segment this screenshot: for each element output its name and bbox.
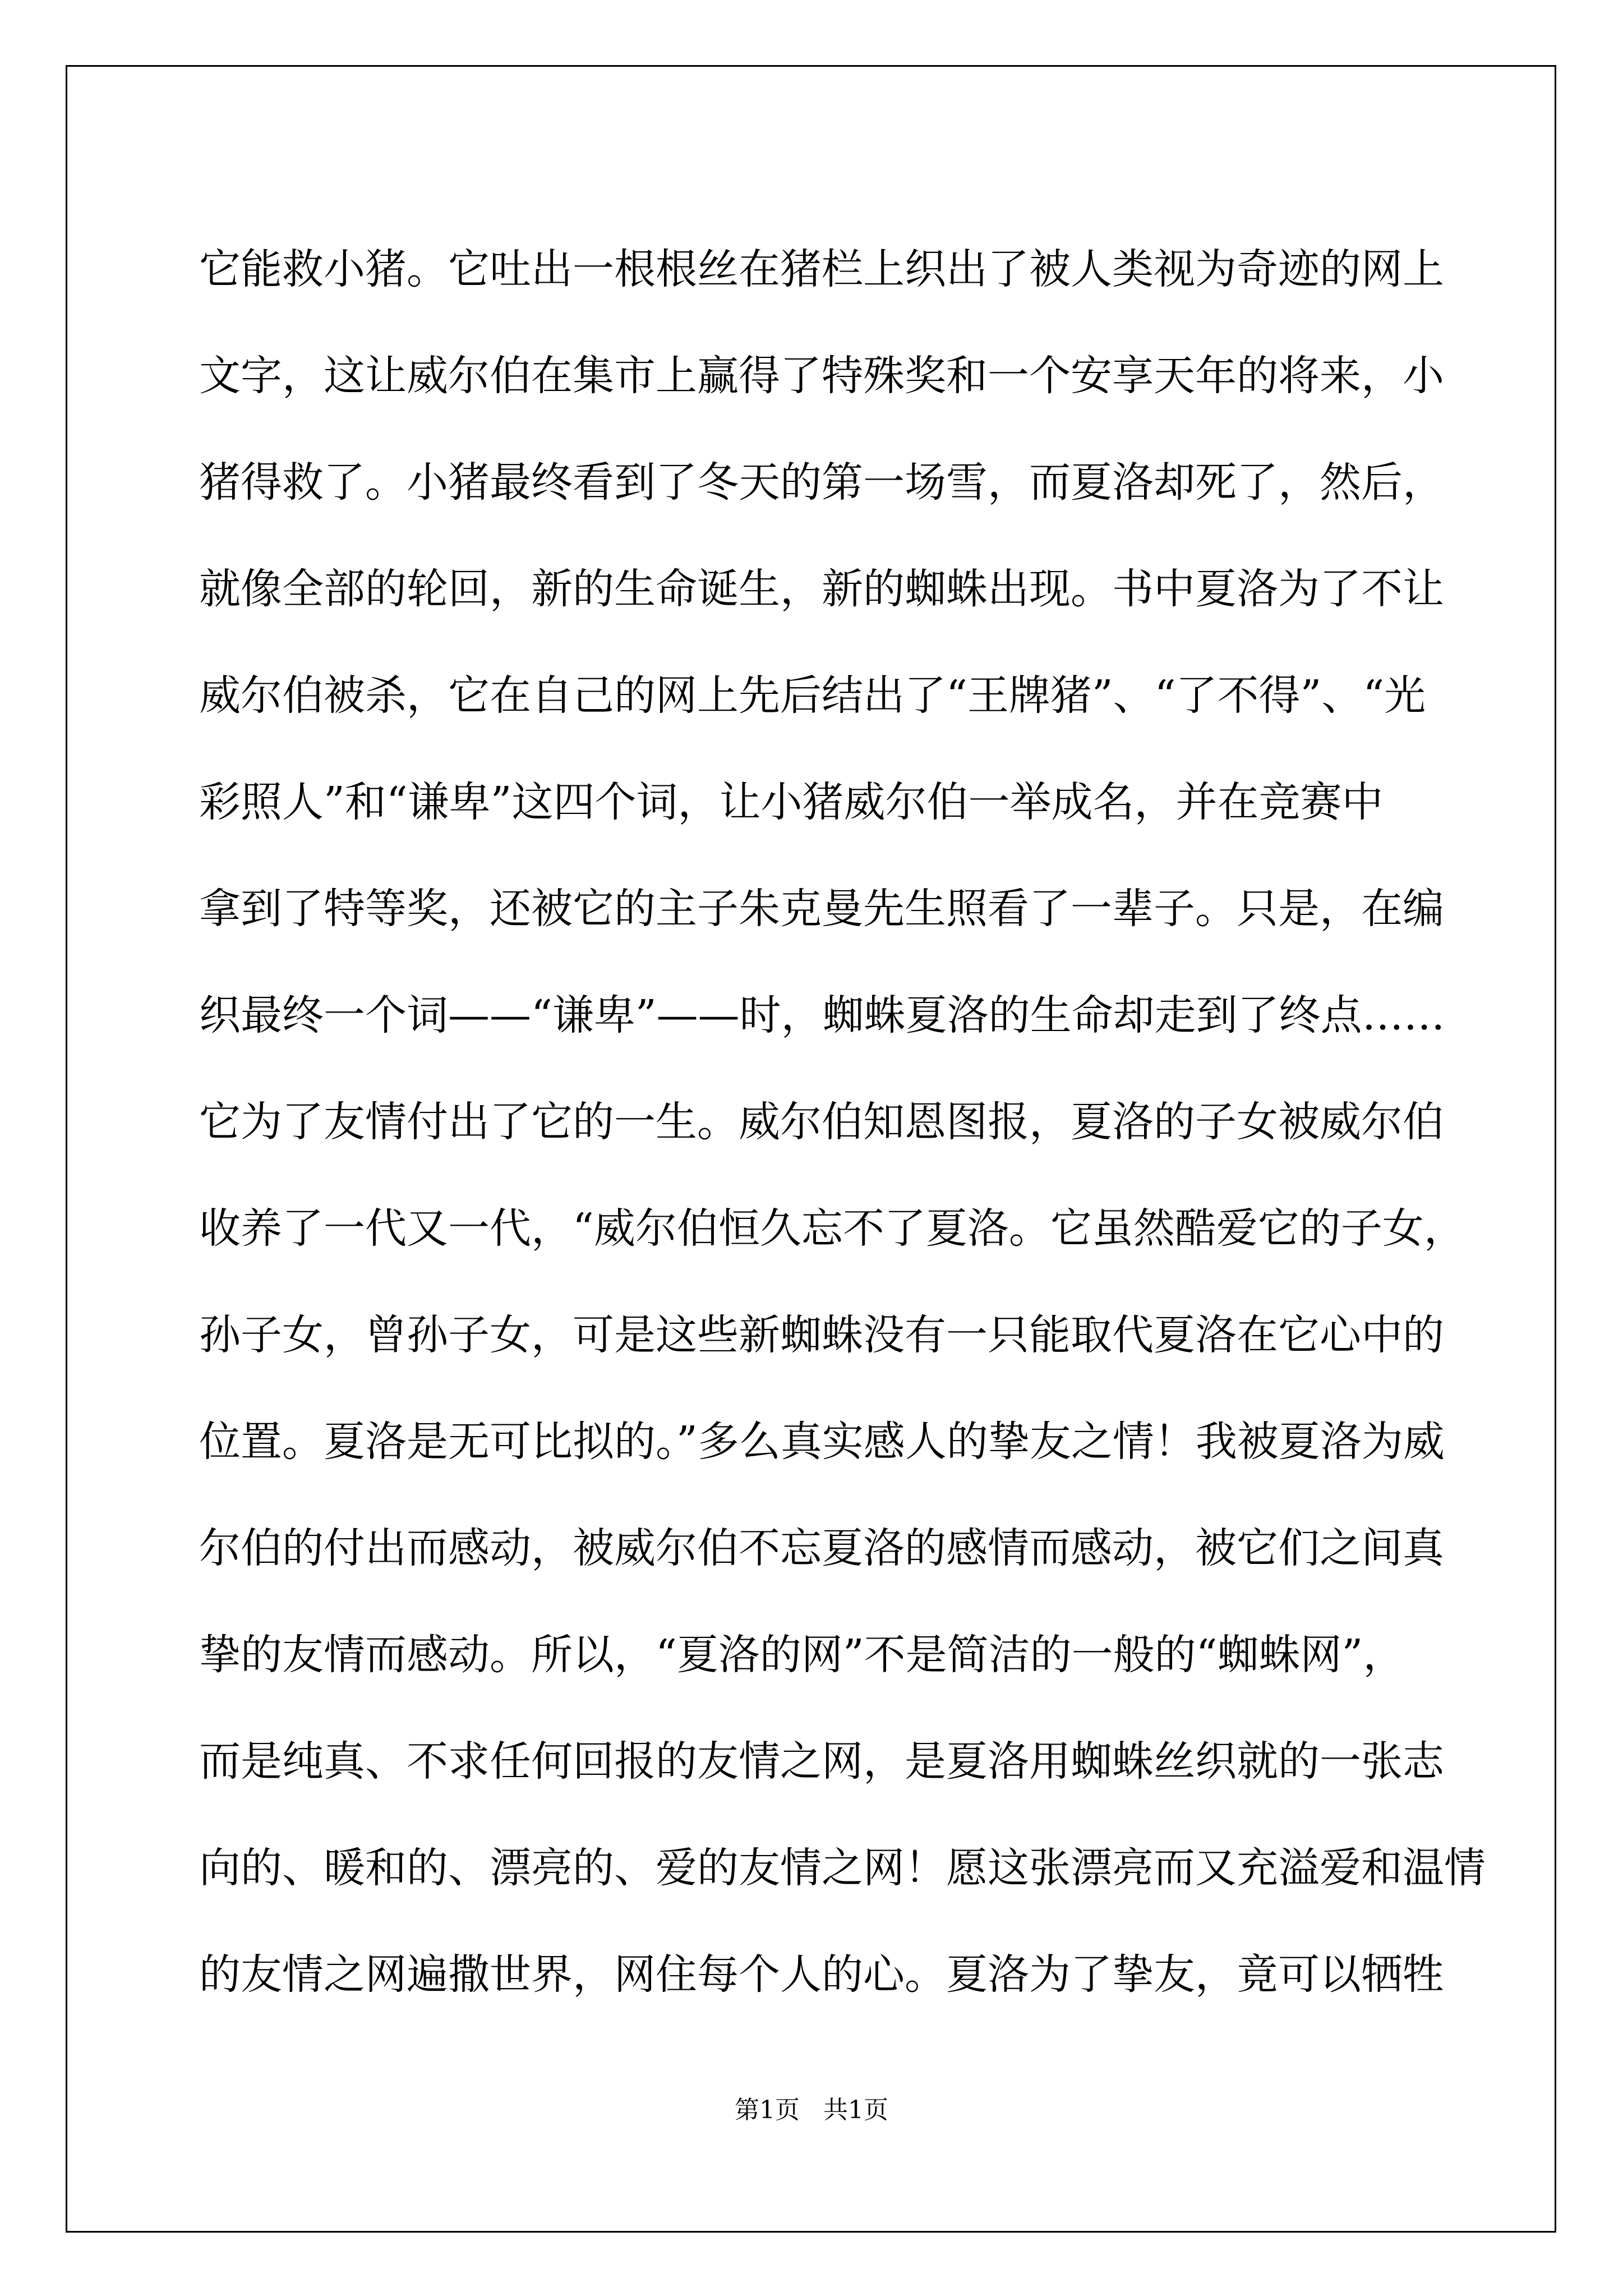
text-line: 就像全部的轮回，新的生命诞生，新的蜘蛛出现。书中夏洛为了不让 (199, 565, 1444, 613)
text-line: 的友情之网遍撒世界，网住每个人的心。夏洛为了挚友，竟可以牺牲 (199, 1950, 1444, 1999)
text-line: 威尔伯被杀，它在自己的网上先后结出了“王牌猪”、“了不得”、“光 (199, 671, 1426, 720)
text-line: 猪得救了。小猪最终看到了冬天的第一场雪，而夏洛却死了，然后， (199, 458, 1444, 507)
text-line: 向的、暖和的、漂亮的、爱的友情之网！愿这张漂亮而又充溢爱和温情 (199, 1844, 1486, 1892)
text-line: 而是纯真、不求任何回报的友情之网，是夏洛用蜘蛛丝织就的一张志 (199, 1737, 1444, 1786)
text-line: 位置。夏洛是无可比拟的。”多么真实感人的挚友之情！我被夏洛为威 (199, 1418, 1445, 1466)
text-line: 拿到了特等奖，还被它的主子朱克曼先生照看了一辈子。只是，在编 (199, 885, 1444, 933)
page-total: 共1页 (823, 2096, 888, 2124)
text-line: 织最终一个词——“谦卑”——时，蜘蛛夏洛的生命却走到了终点…… (199, 991, 1445, 1039)
text-line: 它能救小猪。它吐出一根根丝在猪栏上织出了被人类视为奇迹的网上 (199, 245, 1444, 293)
text-line: 孙子女，曾孙子女，可是这些新蜘蛛没有一只能取代夏洛在它心中的 (199, 1311, 1444, 1359)
text-line: 尔伯的付出而感动，被威尔伯不忘夏洛的感情而感动，被它们之间真 (199, 1524, 1444, 1572)
text-line: 彩照人”和“谦卑”这四个词，让小猪威尔伯一举成名，并在竞赛中 (199, 778, 1384, 826)
text-line: 收养了一代又一代，“威尔伯恒久忘不了夏洛。它虽然酷爱它的子女， (199, 1204, 1465, 1253)
text-line: 它为了友情付出了它的一生。威尔伯知恩图报，夏洛的子女被威尔伯 (199, 1098, 1444, 1146)
document-body (199, 216, 1486, 2028)
page-number: 第1页 (735, 2096, 800, 2124)
page-footer (0, 2090, 1623, 2125)
text-line: 挚的友情而感动。所以，“夏洛的网”不是简洁的一般的“蜘蛛网”， (199, 1631, 1405, 1679)
text-line: 文字，这让威尔伯在集市上赢得了特殊奖和一个安享天年的将来，小 (199, 352, 1444, 400)
